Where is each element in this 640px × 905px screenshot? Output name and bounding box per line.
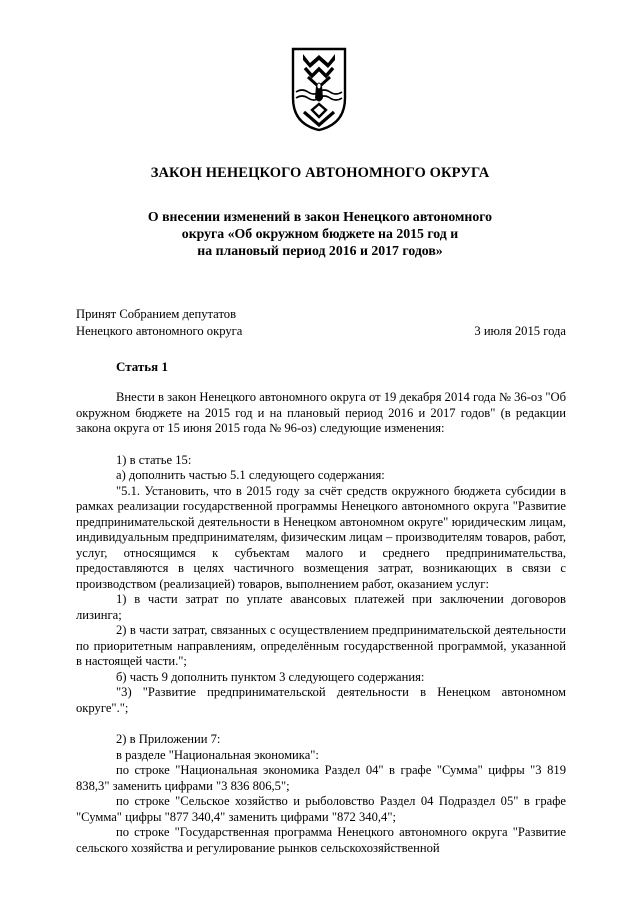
subtitle-line: на плановый период 2016 и 2017 годов» bbox=[197, 243, 443, 258]
item-1-b: б) часть 9 дополнить пунктом 3 следующего содержания: bbox=[116, 669, 425, 684]
item-1-sub-2: 2) в части затрат, связанных с осуществлением предпринимательской деятельности по приоритетным направлениям, определённым государственной программой, указанной в настоящей части."; bbox=[76, 623, 566, 668]
adopted-by-line: Принят Собранием депутатов bbox=[76, 307, 237, 321]
coat-of-arms-emblem bbox=[290, 46, 348, 132]
subtitle-line: О внесении изменений в закон Ненецкого автономного bbox=[147, 209, 493, 224]
item-1-heading: 1) в статье 15: bbox=[116, 452, 192, 467]
article-body bbox=[76, 390, 566, 856]
adopted-by-line-2: Ненецкого автономного округа bbox=[76, 324, 243, 338]
item-2-heading: 2) в Приложении 7: bbox=[116, 732, 221, 746]
item-2-row-3: по строке "Государственная программа Ненецкого автономного округа "Развитие сельского хозяйства и регулирование рынков сельскохозяйственной bbox=[76, 825, 566, 855]
law-subtitle bbox=[110, 208, 530, 259]
item-1-a: а) дополнить частью 5.1 следующего содержания: bbox=[116, 468, 385, 482]
item-1-sub-1: 1) в части затрат по уплате авансовых платежей при заключении договоров лизинга; bbox=[76, 592, 566, 622]
adoption-date: 3 июля 2015 года bbox=[474, 324, 566, 338]
article-heading: Статья 1 bbox=[116, 359, 168, 374]
item-1-b-quote: "3) "Развитие предпринимательской деятельности в Ненецком автономном округе"."; bbox=[76, 685, 566, 715]
item-2-section: в разделе "Национальная экономика": bbox=[116, 747, 319, 762]
item-2-row-2: по строке "Сельское хозяйство и рыболовство Раздел 04 Подраздел 05" в графе "Сумма" цифры "877 340,4" заменить цифрами "872 340,4"; bbox=[76, 794, 566, 824]
subtitle-line: округа «Об окружном бюджете на 2015 год и bbox=[181, 226, 459, 241]
intro-paragraph: Внести в закон Ненецкого автономного округа от 19 декабря 2014 года № 36-оз "Об окружном бюджете на 2015 год и на плановый период 2016 и 2017 годов" (в редакции закона округа от 15 июня 2015 года № 96-оз) следующие изменения: bbox=[76, 390, 566, 435]
item-1-quote: "5.1. Установить, что в 2015 году за счёт средств окружного бюджета субсидии в рамках реализации государственной программы Ненецкого автономного округа "Развитие предпринимательской деятельности в Ненецком автономном округе" юридическим лицам, индивидуальным предпринимателям, физическим лицам – производителям товаров, работ, услуг, относящимся к субъектам малого и среднего предпринимательства, предоставляются в целях частичного возмещения затрат, возникающих в связи с производством (реализацией) товаров, выполнением работ, оказанием услуг: bbox=[76, 483, 566, 591]
law-title: ЗАКОН НЕНЕЦКОГО АВТОНОМНОГО ОКРУГА bbox=[150, 165, 490, 181]
item-2-row-1: по строке "Национальная экономика Раздел 04" в графе "Сумма" цифры "3 819 838,3" заменить цифрами "3 836 806,5"; bbox=[76, 763, 566, 793]
adoption-block bbox=[76, 307, 566, 341]
